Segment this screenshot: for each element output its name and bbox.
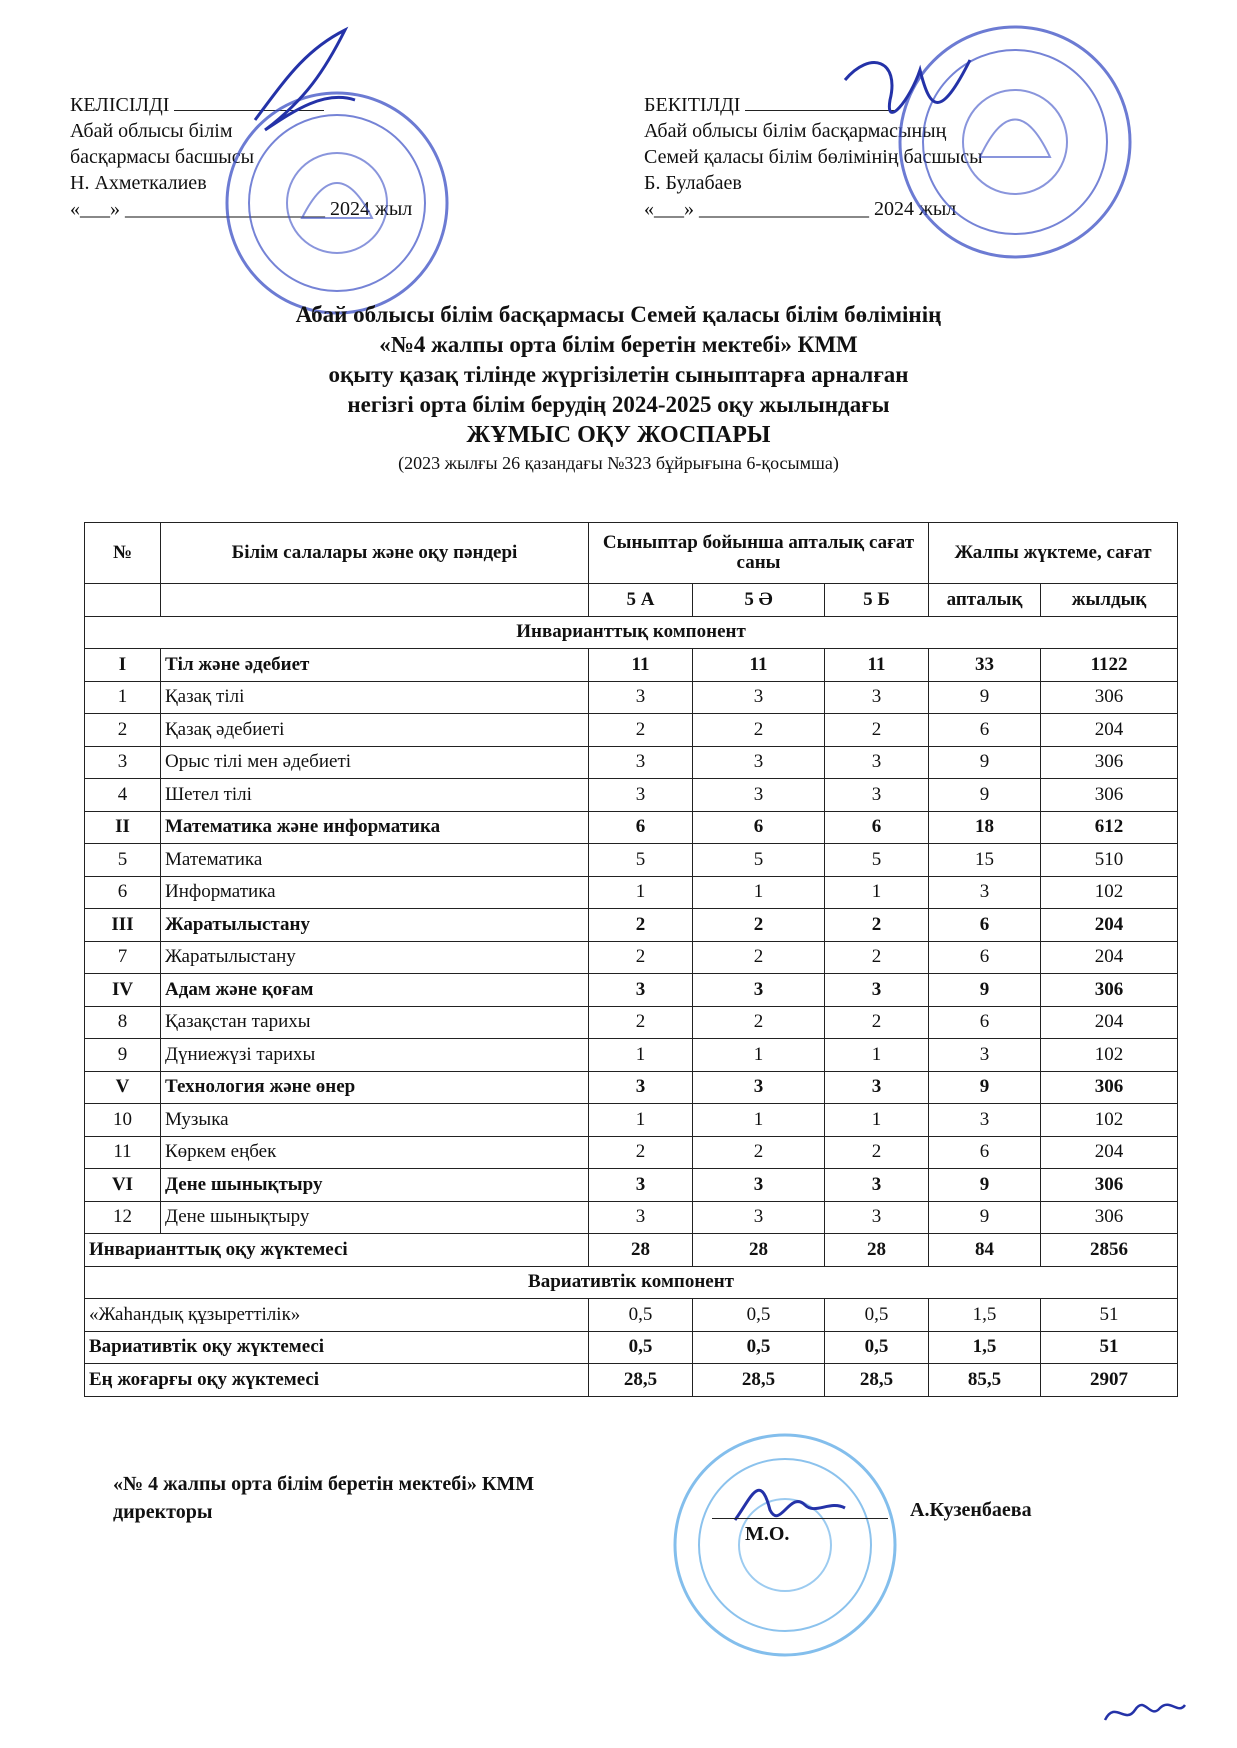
row-weekly: 33 — [929, 649, 1041, 682]
row-subject: Қазақ тілі — [161, 681, 589, 714]
row-5a: 3 — [589, 1169, 693, 1202]
variative-total-label: Вариативтік оқу жүктемесі — [85, 1331, 589, 1364]
header-weekly: апталық — [929, 584, 1041, 617]
header-num: № — [85, 523, 161, 584]
row-5b: 5 — [825, 844, 929, 877]
max-total-5b: 28,5 — [825, 1364, 929, 1397]
row-5ae: 1 — [693, 1104, 825, 1137]
header-5a: 5 А — [589, 584, 693, 617]
row-number: 11 — [85, 1136, 161, 1169]
variative-5a: 0,5 — [589, 1299, 693, 1332]
row-5b: 1 — [825, 876, 929, 909]
row-number: 12 — [85, 1201, 161, 1234]
variative-label: «Жаһандық құзыреттілік» — [85, 1299, 589, 1332]
row-number: 4 — [85, 779, 161, 812]
row-subject: Технология және өнер — [161, 1071, 589, 1104]
row-subject: Көркем еңбек — [161, 1136, 589, 1169]
variative-total-yearly: 51 — [1041, 1331, 1178, 1364]
row-5a: 2 — [589, 1006, 693, 1039]
row-subject: Тіл және әдебиет — [161, 649, 589, 682]
section-invariant: Инварианттық компонент — [85, 616, 1178, 649]
row-yearly: 1122 — [1041, 649, 1178, 682]
approved-line2: Семей қаласы білім бөлімінің басшысы — [644, 146, 983, 168]
row-5ae: 2 — [693, 1136, 825, 1169]
row-yearly: 306 — [1041, 681, 1178, 714]
max-total-5ae: 28,5 — [693, 1364, 825, 1397]
row-5ae: 3 — [693, 746, 825, 779]
row-weekly: 6 — [929, 1006, 1041, 1039]
page-initials — [1100, 1690, 1190, 1730]
max-total-row — [85, 1364, 1178, 1397]
row-yearly: 612 — [1041, 811, 1178, 844]
subject-row — [85, 1006, 1178, 1039]
row-yearly: 306 — [1041, 1201, 1178, 1234]
row-5ae: 2 — [693, 909, 825, 942]
row-5ae: 2 — [693, 714, 825, 747]
row-5a: 3 — [589, 681, 693, 714]
header-5ae: 5 Ә — [693, 584, 825, 617]
approved-label: БЕКІТІЛДІ — [644, 94, 741, 116]
max-total-yearly: 2907 — [1041, 1364, 1178, 1397]
row-weekly: 9 — [929, 1071, 1041, 1104]
row-yearly: 510 — [1041, 844, 1178, 877]
row-subject: Қазақстан тарихы — [161, 1006, 589, 1039]
row-weekly: 15 — [929, 844, 1041, 877]
section-variative: Вариативтік компонент — [85, 1266, 1178, 1299]
row-number: 1 — [85, 681, 161, 714]
row-5ae: 2 — [693, 941, 825, 974]
invariant-total-weekly: 84 — [929, 1234, 1041, 1267]
row-subject: Дене шынықтыру — [161, 1201, 589, 1234]
row-number: III — [85, 909, 161, 942]
row-subject: Дүниежүзі тарихы — [161, 1039, 589, 1072]
row-yearly: 204 — [1041, 941, 1178, 974]
signature-line — [712, 1518, 888, 1519]
row-5b: 2 — [825, 714, 929, 747]
row-number: II — [85, 811, 161, 844]
variative-total-5b: 0,5 — [825, 1331, 929, 1364]
signature-left — [245, 20, 365, 140]
row-number: 6 — [85, 876, 161, 909]
row-subject: Математика — [161, 844, 589, 877]
row-5a: 2 — [589, 909, 693, 942]
row-number: 5 — [85, 844, 161, 877]
row-5ae: 3 — [693, 1201, 825, 1234]
max-total-weekly: 85,5 — [929, 1364, 1041, 1397]
variative-row — [85, 1299, 1178, 1332]
row-5b: 3 — [825, 681, 929, 714]
row-weekly: 3 — [929, 1039, 1041, 1072]
variative-total-weekly: 1,5 — [929, 1331, 1041, 1364]
row-number: IV — [85, 974, 161, 1007]
row-yearly: 306 — [1041, 746, 1178, 779]
variative-yearly: 51 — [1041, 1299, 1178, 1332]
row-subject: Шетел тілі — [161, 779, 589, 812]
row-subject: Дене шынықтыру — [161, 1169, 589, 1202]
row-number: V — [85, 1071, 161, 1104]
row-5ae: 6 — [693, 811, 825, 844]
row-5a: 3 — [589, 1071, 693, 1104]
row-5a: 2 — [589, 1136, 693, 1169]
row-5b: 3 — [825, 1169, 929, 1202]
variative-total-row — [85, 1331, 1178, 1364]
domain-row — [85, 909, 1178, 942]
domain-row — [85, 649, 1178, 682]
title-note: (2023 жылғы 26 қазандағы №323 бұйрығына 6-қосымша) — [398, 453, 839, 473]
subject-row — [85, 714, 1178, 747]
invariant-total-5b: 28 — [825, 1234, 929, 1267]
row-5a: 2 — [589, 941, 693, 974]
max-total-label: Ең жоғарғы оқу жүктемесі — [85, 1364, 589, 1397]
subject-row — [85, 681, 1178, 714]
invariant-total-5ae: 28 — [693, 1234, 825, 1267]
title-line-4: негізгі орта білім берудің 2024-2025 оқу жылындағы — [347, 392, 890, 417]
row-yearly: 204 — [1041, 1136, 1178, 1169]
row-yearly: 102 — [1041, 1039, 1178, 1072]
row-5a: 3 — [589, 746, 693, 779]
agreed-line2: басқармасы басшысы — [70, 146, 255, 168]
domain-row — [85, 1071, 1178, 1104]
row-number: 9 — [85, 1039, 161, 1072]
max-total-5a: 28,5 — [589, 1364, 693, 1397]
row-yearly: 204 — [1041, 1006, 1178, 1039]
header-total: Жалпы жүктеме, сағат — [929, 523, 1178, 584]
approved-line1: Абай облысы білім басқармасының — [644, 120, 947, 142]
row-5a: 1 — [589, 1039, 693, 1072]
domain-row — [85, 974, 1178, 1007]
variative-5b: 0,5 — [825, 1299, 929, 1332]
document-title — [0, 300, 1237, 476]
row-5ae: 5 — [693, 844, 825, 877]
subject-row — [85, 1201, 1178, 1234]
row-subject: Музыка — [161, 1104, 589, 1137]
row-yearly: 102 — [1041, 1104, 1178, 1137]
row-subject: Жаратылыстану — [161, 941, 589, 974]
row-weekly: 6 — [929, 1136, 1041, 1169]
title-line-2: «№4 жалпы орта білім беретін мектебі» КММ — [379, 332, 858, 357]
row-weekly: 9 — [929, 681, 1041, 714]
row-5b: 3 — [825, 1071, 929, 1104]
row-5ae: 3 — [693, 1169, 825, 1202]
row-weekly: 6 — [929, 714, 1041, 747]
row-5a: 1 — [589, 876, 693, 909]
header-5b: 5 Б — [825, 584, 929, 617]
mo-label: М.О. — [745, 1523, 790, 1545]
row-weekly: 9 — [929, 746, 1041, 779]
row-number: 7 — [85, 941, 161, 974]
row-subject: Адам және қоғам — [161, 974, 589, 1007]
row-5ae: 1 — [693, 1039, 825, 1072]
row-weekly: 9 — [929, 1201, 1041, 1234]
title-line-3: оқыту қазақ тілінде жүргізілетін сыныптарға арналған — [328, 362, 909, 387]
row-yearly: 306 — [1041, 1169, 1178, 1202]
director-block — [113, 1470, 534, 1526]
director-title: директоры — [113, 1501, 213, 1523]
invariant-total-5a: 28 — [589, 1234, 693, 1267]
row-yearly: 306 — [1041, 974, 1178, 1007]
row-weekly: 6 — [929, 941, 1041, 974]
row-5b: 11 — [825, 649, 929, 682]
row-5a: 6 — [589, 811, 693, 844]
row-5b: 1 — [825, 1104, 929, 1137]
subject-row — [85, 1104, 1178, 1137]
agreed-name: Н. Ахметкалиев — [70, 172, 207, 194]
agreed-label: КЕЛІСІЛДІ — [70, 94, 170, 116]
row-weekly: 6 — [929, 909, 1041, 942]
domain-row — [85, 811, 1178, 844]
row-5ae: 3 — [693, 974, 825, 1007]
subject-row — [85, 1039, 1178, 1072]
row-5b: 6 — [825, 811, 929, 844]
row-number: VI — [85, 1169, 161, 1202]
agreed-line1: Абай облысы білім — [70, 120, 233, 142]
variative-weekly: 1,5 — [929, 1299, 1041, 1332]
row-5ae: 3 — [693, 779, 825, 812]
row-weekly: 3 — [929, 876, 1041, 909]
row-5a: 5 — [589, 844, 693, 877]
row-5a: 11 — [589, 649, 693, 682]
row-yearly: 306 — [1041, 779, 1178, 812]
row-number: I — [85, 649, 161, 682]
subject-row — [85, 844, 1178, 877]
row-subject: Жаратылыстану — [161, 909, 589, 942]
row-number: 2 — [85, 714, 161, 747]
row-weekly: 9 — [929, 974, 1041, 1007]
row-5a: 3 — [589, 974, 693, 1007]
row-subject: Қазақ әдебиеті — [161, 714, 589, 747]
row-5b: 3 — [825, 974, 929, 1007]
invariant-total-label: Инварианттық оқу жүктемесі — [85, 1234, 589, 1267]
row-5b: 3 — [825, 746, 929, 779]
subject-row — [85, 876, 1178, 909]
subject-row — [85, 941, 1178, 974]
curriculum-table — [84, 522, 1178, 1397]
row-5ae: 2 — [693, 1006, 825, 1039]
director-name: А.Кузенбаева — [910, 1499, 1032, 1521]
row-number: 8 — [85, 1006, 161, 1039]
row-5a: 3 — [589, 1201, 693, 1234]
variative-5ae: 0,5 — [693, 1299, 825, 1332]
title-main: ЖҰМЫС ОҚУ ЖОСПАРЫ — [466, 422, 771, 448]
domain-row — [85, 1169, 1178, 1202]
row-5b: 3 — [825, 779, 929, 812]
row-number: 3 — [85, 746, 161, 779]
row-subject: Информатика — [161, 876, 589, 909]
row-5a: 3 — [589, 779, 693, 812]
row-5a: 1 — [589, 1104, 693, 1137]
row-5b: 2 — [825, 941, 929, 974]
signature-right — [840, 40, 980, 150]
variative-total-5a: 0,5 — [589, 1331, 693, 1364]
row-yearly: 306 — [1041, 1071, 1178, 1104]
subject-row — [85, 779, 1178, 812]
agreed-date: «___» ____________________ 2024 жыл — [70, 198, 413, 220]
title-line-1: Абай облысы білім басқармасы Семей қаласы білім бөлімінің — [295, 302, 942, 327]
row-5b: 2 — [825, 1006, 929, 1039]
row-5a: 2 — [589, 714, 693, 747]
row-5b: 1 — [825, 1039, 929, 1072]
invariant-total-row — [85, 1234, 1178, 1267]
row-weekly: 3 — [929, 1104, 1041, 1137]
row-weekly: 9 — [929, 779, 1041, 812]
row-5ae: 3 — [693, 1071, 825, 1104]
row-5b: 3 — [825, 1201, 929, 1234]
row-5ae: 11 — [693, 649, 825, 682]
row-5b: 2 — [825, 909, 929, 942]
row-yearly: 204 — [1041, 714, 1178, 747]
variative-total-5ae: 0,5 — [693, 1331, 825, 1364]
row-yearly: 204 — [1041, 909, 1178, 942]
invariant-total-yearly: 2856 — [1041, 1234, 1178, 1267]
header-yearly: жылдық — [1041, 584, 1178, 617]
row-yearly: 102 — [1041, 876, 1178, 909]
row-weekly: 9 — [929, 1169, 1041, 1202]
row-subject: Математика және информатика — [161, 811, 589, 844]
subject-row — [85, 746, 1178, 779]
header-classes: Сыныптар бойынша апталық сағат саны — [589, 523, 929, 584]
row-5ae: 3 — [693, 681, 825, 714]
row-5b: 2 — [825, 1136, 929, 1169]
director-org: «№ 4 жалпы орта білім беретін мектебі» КММ — [113, 1473, 535, 1495]
header-subject: Білім салалары және оқу пәндері — [161, 523, 589, 584]
row-weekly: 18 — [929, 811, 1041, 844]
row-subject: Орыс тілі мен әдебиеті — [161, 746, 589, 779]
approved-date: «___» _________________ 2024 жыл — [644, 198, 957, 220]
row-number: 10 — [85, 1104, 161, 1137]
row-5ae: 1 — [693, 876, 825, 909]
subject-row — [85, 1136, 1178, 1169]
approved-name: Б. Булабаев — [644, 172, 742, 194]
